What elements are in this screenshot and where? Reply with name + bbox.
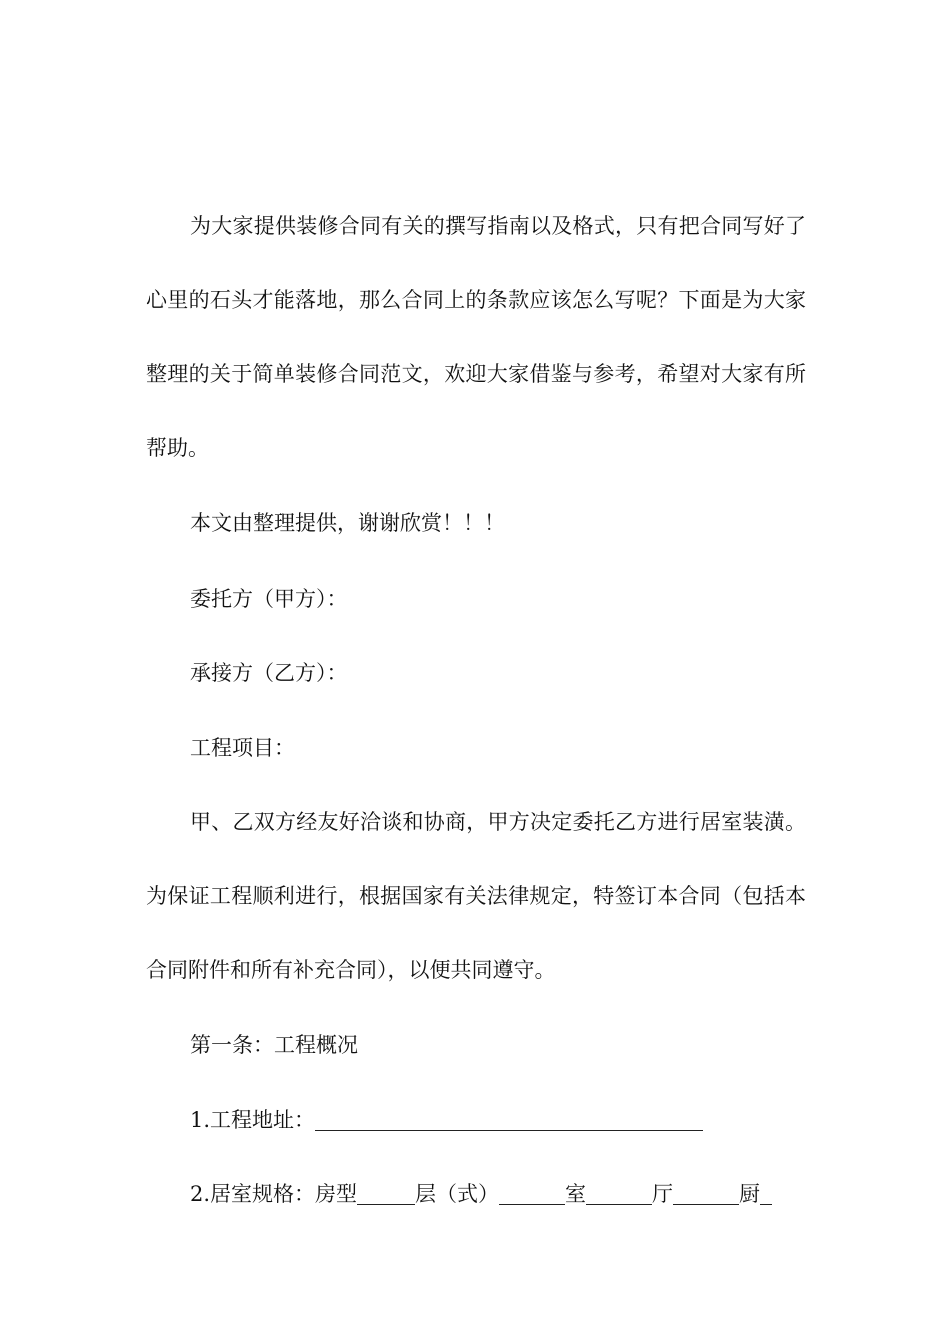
item2-line	[146, 1157, 850, 1231]
item2-kitchen-label: 厨	[739, 1182, 761, 1206]
kitchen-blank[interactable]	[760, 1182, 772, 1205]
intro-paragraph: 为大家提供装修合同有关的撰写指南以及格式，只有把合同写好了心里的石头才能落地，那么合同上的条款应该怎么写呢？下面是为大家整理的关于简单装修合同范文，欢迎大家借鉴与参考，希望对大家有所帮助。	[146, 214, 806, 460]
house-type-blank[interactable]	[357, 1182, 415, 1205]
item1-label: 1.工程地址：	[190, 1108, 316, 1132]
item2-hall-label: 厅	[652, 1182, 674, 1206]
hall-blank[interactable]	[673, 1182, 739, 1205]
thanks-line: 本文由整理提供，谢谢欣赏！！！	[190, 511, 505, 535]
project-line: 工程项目：	[190, 736, 295, 760]
floor-blank[interactable]	[499, 1182, 565, 1205]
article1-title: 第一条：工程概况	[190, 1033, 358, 1057]
item1-line	[146, 1083, 850, 1157]
room-blank[interactable]	[586, 1182, 652, 1205]
item2-room-label: 室	[565, 1182, 587, 1206]
agreement-paragraph: 甲、乙双方经友好洽谈和协商，甲方决定委托乙方进行居室装潢。为保证工程顺利进行，根据国家有关法律规定，特签订本合同（包括本合同附件和所有补充合同），以便共同遵守。	[146, 810, 806, 982]
item2-floor-label: 层（式）	[415, 1182, 500, 1206]
item2-label: 2.居室规格：房型	[190, 1182, 358, 1206]
party-b-line: 承接方（乙方）：	[190, 661, 348, 685]
address-blank[interactable]	[315, 1108, 703, 1131]
party-a-line: 委托方（甲方）：	[190, 587, 348, 611]
